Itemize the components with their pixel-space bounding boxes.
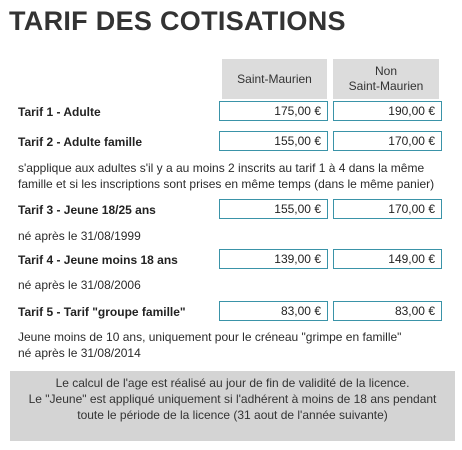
tarif-5-label: Tarif 5 - Tarif "groupe famille" (18, 305, 186, 319)
tarif-3-non-saint-maurien-price: 170,00 € (333, 199, 442, 219)
tarif-2-note-line1: s'applique aux adultes s'il y a au moins 2 inscrits au tarif 1 à 4 dans la même (18, 161, 425, 175)
tarif-2-non-saint-maurien-price: 170,00 € (333, 131, 442, 151)
info-line2: Le "Jeune" est appliqué uniquement si l'adhérent à moins de 18 ans pendant (28, 392, 437, 406)
tarif-4-non-saint-maurien-price: 149,00 € (333, 249, 442, 269)
tarif-3-label: Tarif 3 - Jeune 18/25 ans (18, 203, 156, 217)
tarif-5-note-line1: Jeune moins de 10 ans, uniquement pour le créneau "grimpe en famille" (18, 330, 402, 344)
tarif-4-label: Tarif 4 - Jeune moins 18 ans (18, 253, 178, 267)
column-header-saint-maurien-label: Saint-Maurien (237, 71, 312, 86)
tarif-2-note-line2: famille et si les inscriptions sont prises en même temps (dans le même panier) (18, 177, 435, 191)
tarif-5-non-saint-maurien-price: 83,00 € (333, 301, 442, 321)
tarif-2-saint-maurien-price: 155,00 € (219, 131, 328, 151)
tarif-3-saint-maurien-price: 155,00 € (219, 199, 328, 219)
tarif-1-non-saint-maurien-price: 190,00 € (333, 101, 442, 121)
column-header-non-line1: Non (374, 64, 397, 78)
page-title: TARIF DES COTISATIONS (9, 6, 346, 36)
age-info-box (10, 371, 455, 441)
tarif-1-label: Tarif 1 - Adulte (18, 105, 101, 119)
tarif-2-label: Tarif 2 - Adulte famille (18, 135, 143, 149)
tarif-5-note-line2: né après le 31/08/2014 (18, 346, 141, 360)
tarif-4-saint-maurien-price: 139,00 € (219, 249, 328, 269)
tarif-5-saint-maurien-price: 83,00 € (219, 301, 328, 321)
column-header-non-line2: Saint-Maurien (348, 79, 424, 93)
info-line3: toute le période de la licence (31 aout de l'année suivante) (77, 408, 388, 422)
tarif-3-note: né après le 31/08/1999 (18, 229, 141, 243)
tarif-1-saint-maurien-price: 175,00 € (219, 101, 328, 121)
column-header-saint-maurien (222, 59, 327, 99)
tarif-4-note: né après le 31/08/2006 (18, 278, 141, 292)
column-header-non-saint-maurien (333, 59, 439, 99)
info-line1: Le calcul de l'age est réalisé au jour de fin de validité de la licence. (55, 376, 410, 390)
